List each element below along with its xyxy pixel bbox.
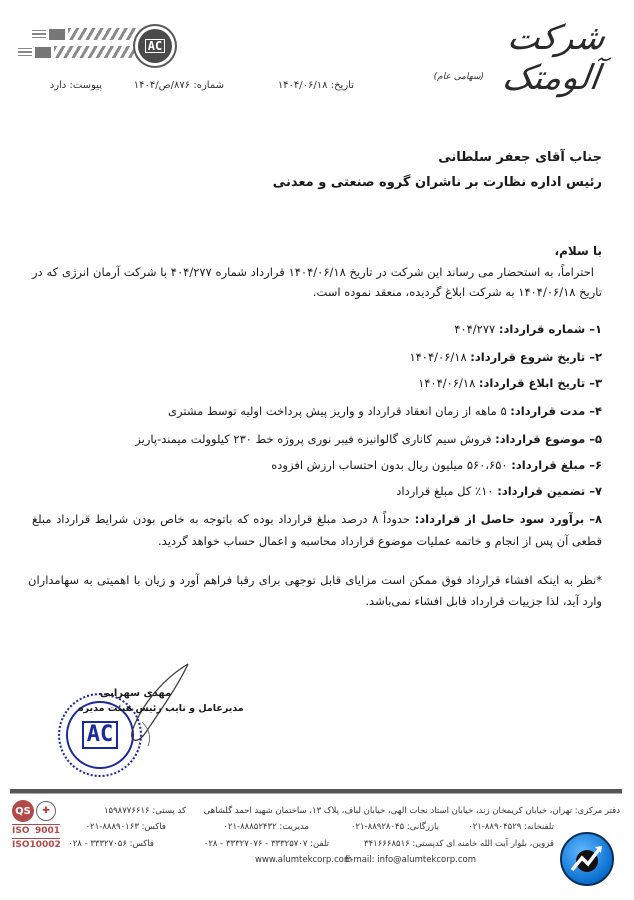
swiss-cert-icon: ✚ [36,801,56,821]
company-seal: AC [58,693,142,777]
date-label: تاریخ: [330,80,354,91]
letter-number-field [134,80,224,91]
contract-item-3: ۳– تاریخ ابلاغ قرارداد: ۱۴۰۴/۰۶/۱۸ [418,376,602,390]
contract-item-8: ۸– برآورد سود حاصل از قرارداد: حدوداً ۸ درصد مبلغ قرارداد بوده که باتوجه به خاص بودن شرایط قرارداد مبلغ قطعی آن پس از انجام و خاتمه عملیات موضوع قرارداد محاسبه و اعمال حساب خواهد گردید. [32,512,603,548]
date-value: ۱۴۰۴/۰۶/۱۸ [277,80,328,91]
stock-chart-watermark-icon [560,832,614,886]
contract-item-7: ۷– تضمین قرارداد: ۱۰٪ کل مبلغ قرارداد [396,484,602,498]
email-link[interactable]: E-mail: info@alumtekcorp.com [345,855,476,865]
factory-phone: تلفن: ۳۳۳۲۵۷۰۷ - ۳۳۳۲۷۰۷۶ - ۰۲۸ [203,839,329,849]
signatory-name: مهدی سهرابی [100,688,172,699]
contract-item-2: ۲– تاریخ شروع قرارداد: ۱۴۰۴/۰۶/۱۸ [409,350,602,364]
signatory-title: مدیرعامل و نایب رئیس هیئت مدیره [78,703,244,714]
iso-10002: ISO 10002 [12,840,61,850]
date-field [278,80,354,91]
factory-address: قزوین، بلوار آیت الله خامنه ای کدپستی: ۳۴۱۶۶۶۸۵۱۶ [364,839,554,849]
ac-emblem-logo: AC [138,29,172,63]
contract-item-4: ۴– مدت قرارداد: ۵ ماهه از زمان انعقاد قرارداد و واریز پیش پرداخت اولیه توسط مشتری [168,404,602,418]
factory-fax: فاکس: ۳۳۳۲۷۰۵۶ - ۰۲۸ [68,839,154,849]
website-link[interactable]: www.alumtekcorp.com [255,855,353,865]
management-phone: مدیریت: ۸۸۸۵۲۴۳۲-۰۲۱ [223,822,309,832]
greeting: با سلام، [554,244,602,258]
addressee-title: رئیس اداره نظارت بر ناشران گروه صنعتی و معدنی [272,175,602,190]
certification-badges [12,800,60,860]
disclosure-note: *نظر به اینکه افشاء قرارداد فوق ممکن است مزایای قابل توجهی برای رقبا فراهم آورد و زیان با اهمیتی به سهامداران وارد آید، لذا جزییات قرارداد قابل افشاء نمی‌باشد. [28,573,602,608]
hq-fax: فاکس: ۸۸۸۹۰۱۶۳-۰۲۱ [85,822,166,832]
intro-paragraph: احتراماً، به استحضار می رساند این شرکت در تاریخ ۱۴۰۴/۰۶/۱۸ قرارداد شماره ۴۰۴/۲۷۷ با شرکت آرمان انرژی که در تاریخ ۱۴۰۴/۰۶/۱۸ به شرکت ابلاغ گردیده، منعقد نموده است. [32,265,602,299]
company-name-logo: شرکت آلومتک [500,18,608,98]
attachment-label: پیوست: [69,80,102,91]
footer-divider [10,789,622,794]
switchboard-phone: تلفنخانه: ۸۸۹۰۴۵۲۹-۰۲۱ [468,822,554,832]
qs-logo: QS [12,800,34,822]
speed-stripes-logo [18,28,140,58]
number-value: ۸۷۶/ص/۱۴۰۴ [133,80,191,91]
contract-item-6: ۶– مبلغ قرارداد: ۵۶۰،۶۵۰ میلیون ریال بدون احتساب ارزش افزوده [271,458,602,472]
iso-9001: ISO 9001 [12,826,60,836]
contract-item-5: ۵– موضوع قرارداد: فروش سیم کاناری گالوانیزه فیبر نوری پروژه خط ۲۳۰ کیلوولت میمند-پاریز [135,432,602,446]
number-label: شماره: [193,80,224,91]
addressee-name: جناب آقای جعفر سلطانی [438,150,602,165]
hq-address: دفتر مرکزی: تهران، خیابان کریمخان زند، خیابان استاد نجات الهی، خیابان لباف، پلاک ۱۳، ساختمان شهید احمد گلشاهی [203,806,620,816]
commercial-phone: بازرگانی: ۸۸۹۲۸۰۴۵-۰۲۱ [350,822,439,832]
company-type: (سهامی عام) [433,72,484,82]
contract-item-1: ۱– شماره قرارداد: ۴۰۴/۲۷۷ [454,322,602,336]
attachment-value: دارد [49,80,67,91]
postal-code: کد پستی: ۱۵۹۸۷۷۶۶۱۶ [103,806,186,816]
attachment-field [50,80,102,91]
